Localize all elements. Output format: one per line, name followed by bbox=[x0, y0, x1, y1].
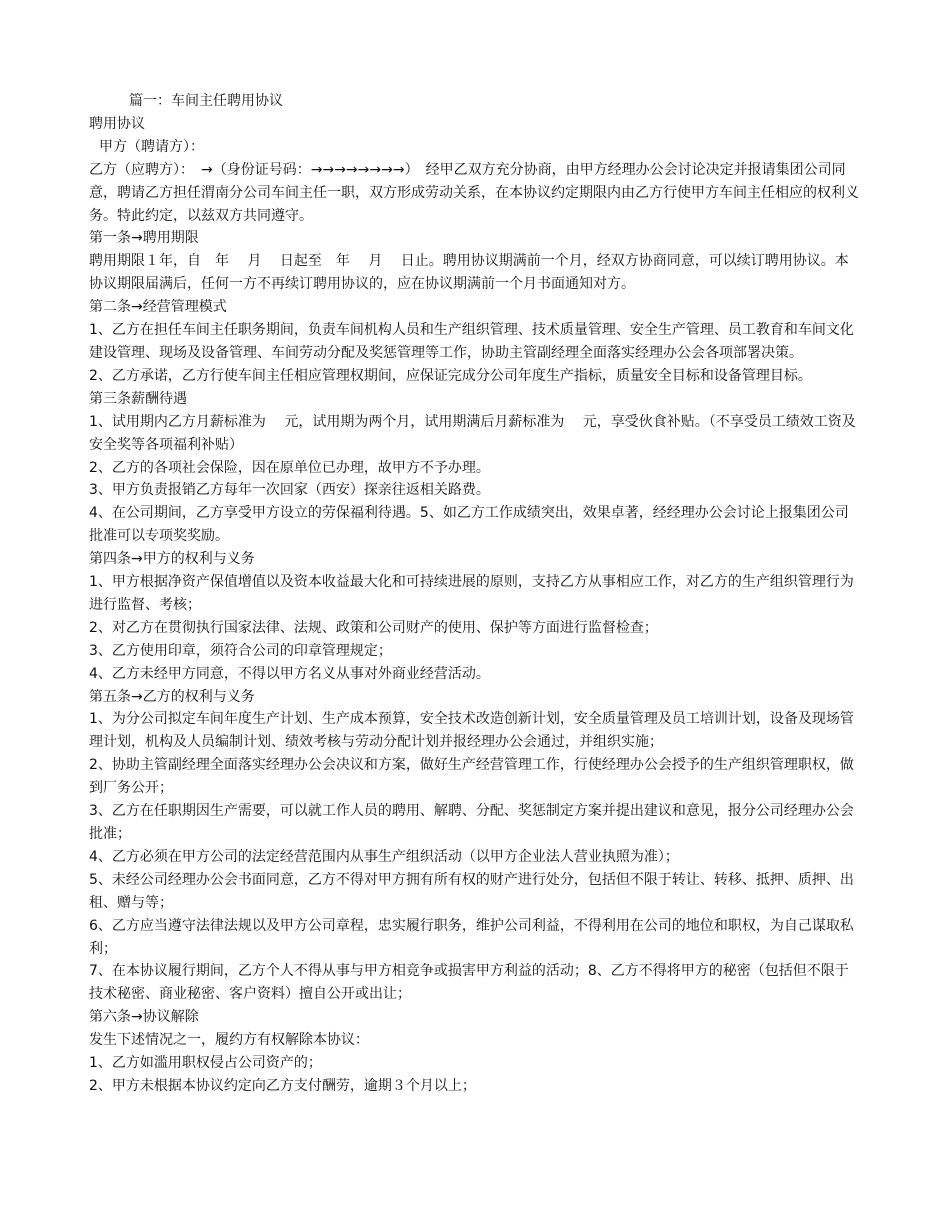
article-5-item-4: 4、乙方必须在甲方公司的法定经营范围内从事生产组织活动（以甲方企业法人营业执照为准）； bbox=[89, 848, 679, 865]
article-5-item-7: 7、在本协议履行期间，乙方个人不得从事与甲方相竞争或损害甲方利益的活动；8、乙方不得将甲方的秘密（包括但不限于技术秘密、商业秘密、客户资料）擅自公开或出让； bbox=[89, 963, 849, 1003]
article-4-title: 第四条→甲方的权利与义务 bbox=[89, 551, 255, 568]
intro-paragraph: 乙方（应聘方）： →（身份证号码：→→→→→→→→） 经甲乙双方充分协商，由甲方经理办公会讨论决定并报请集团公司同意，聘请乙方担任渭南分公司车间主任一职，双方形成劳动关系，在本协议约定期限内由乙方行使甲方车间主任相应的权利义务。特此约定，以兹双方共同遵守。 bbox=[89, 161, 859, 224]
document-page bbox=[89, 90, 861, 1098]
article-2-item-2: 2、乙方承诺，乙方行使车间主任相应管理权期间，应保证完成分公司年度生产指标，质量安全目标和设备管理目标。 bbox=[89, 367, 812, 384]
agreement-heading: 聘用协议 bbox=[89, 115, 145, 132]
article-1-paragraph: 聘用期限１年，自 年 月 日起至 年 月 日止。聘用协议期满前一个月，经双方协商同意，可以续订聘用协议。本协议期限届满后，任何一方不再续订聘用协议的，应在协议期满前一个月书面通知对方。 bbox=[89, 253, 849, 293]
article-5-item-3: 3、乙方在任职期因生产需要，可以就工作人员的聘用、解聘、分配、奖惩制定方案并提出建议和意见，报分公司经理办公会批准； bbox=[89, 803, 854, 842]
article-5-title: 第五条→乙方的权利与义务 bbox=[89, 688, 255, 705]
article-4-item-2: 2、对乙方在贯彻执行国家法律、法规、政策和公司财产的使用、保护等方面进行监督检查； bbox=[89, 619, 658, 636]
article-6-lead: 发生下述情况之一，履约方有权解除本协议： bbox=[89, 1032, 369, 1049]
article-5-item-2: 2、协助主管副经理全面落实经理办公会决议和方案，做好生产经营管理工作，行使经理办公会授予的生产组织管理职权，做到厂务公开； bbox=[89, 757, 854, 797]
article-1-title: 第一条→聘用期限 bbox=[89, 230, 199, 247]
article-4-item-1: 1、甲方根据净资产保值增值以及资本收益最大化和可持续进展的原则，支持乙方从事相应工作，对乙方的生产组织管理行为进行监督、考核； bbox=[89, 574, 854, 613]
article-3-item-2: 2、乙方的各项社会保险，因在原单位已办理，故甲方不予办理。 bbox=[89, 459, 490, 476]
article-3-item-4: 4、在公司期间，乙方享受甲方设立的劳保福利待遇。5、如乙方工作成绩突出，效果卓著，经经理办公会讨论上报集团公司批准可以专项奖奖励。 bbox=[89, 505, 849, 545]
article-4-item-4: 4、乙方未经甲方同意，不得以甲方名义从事对外商业经营活动。 bbox=[89, 665, 490, 682]
article-5-item-6: 6、乙方应当遵守法律法规以及甲方公司章程，忠实履行职务，维护公司利益，不得利用在公司的地位和职权，为自己谋取私利； bbox=[89, 917, 854, 957]
document-title: 篇一：车间主任聘用协议 bbox=[129, 93, 283, 109]
article-6-item-2: 2、甲方未根据本协议约定向乙方支付酬劳，逾期３个月以上； bbox=[89, 1077, 476, 1094]
party-a-line: 甲方（聘请方）： bbox=[99, 138, 204, 155]
article-6-item-1: 1、乙方如滥用职权侵占公司资产的； bbox=[89, 1055, 322, 1072]
article-3-title: 第三条薪酬待遇 bbox=[89, 390, 187, 407]
article-5-item-5: 5、未经公司经理办公会书面同意，乙方不得对甲方拥有所有权的财产进行处分，包括但不限于转让、转移、抵押、质押、出租、赠与等； bbox=[89, 871, 854, 911]
article-2-title: 第二条→经营管理模式 bbox=[89, 299, 227, 316]
article-3-item-1: 1、试用期内乙方月薪标准为 元，试用期为两个月，试用期满后月薪标准为 元，享受伙食补贴。（不享受员工绩效工资及安全奖等各项福利补贴） bbox=[89, 413, 856, 453]
article-2-item-1: 1、乙方在担任车间主任职务期间，负责车间机构人员和生产组织管理、技术质量管理、安全生产管理、员工教育和车间文化建设管理、现场及设备管理、车间劳动分配及奖惩管理等工作，协助主管副经理全面落实经理办公会各项部署决策。 bbox=[89, 322, 854, 361]
article-6-title: 第六条→协议解除 bbox=[89, 1009, 199, 1026]
article-3-item-3: 3、甲方负责报销乙方每年一次回家（西安）探亲往返相关路费。 bbox=[89, 482, 490, 499]
article-5-item-1: 1、为分公司拟定车间年度生产计划、生产成本预算，安全技术改造创新计划，安全质量管理及员工培训计划，设备及现场管理计划，机构及人员编制计划、绩效考核与劳动分配计划并报经理办公会通过，并组织实施； bbox=[89, 711, 854, 751]
article-4-item-3: 3、乙方使用印章，须符合公司的印章管理规定； bbox=[89, 642, 392, 659]
